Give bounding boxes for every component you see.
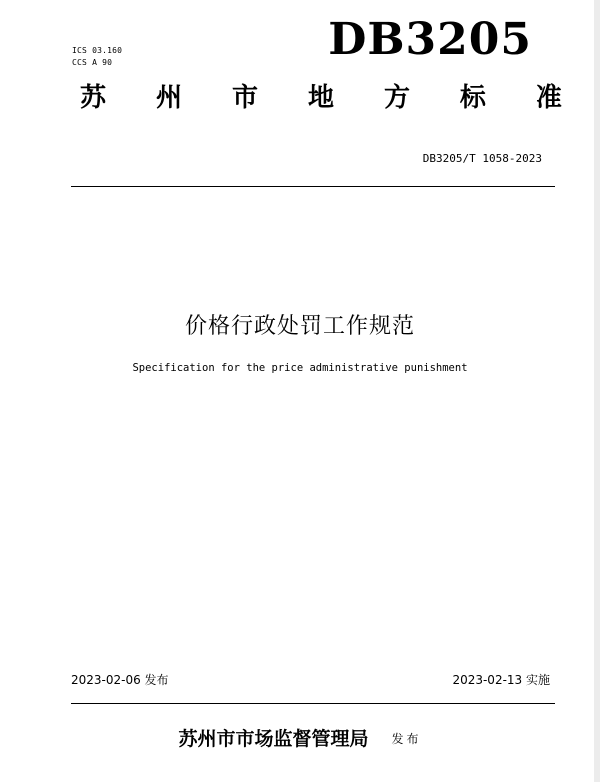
- document-title-chinese: 价格行政处罚工作规范: [184, 314, 415, 339]
- classification-codes: [72, 45, 122, 69]
- issuer-line: [0, 726, 600, 752]
- bottom-divider: [71, 703, 555, 704]
- standard-name-char: 苏: [80, 83, 107, 113]
- document-title-english: Specification for the price administrative punishment: [132, 362, 468, 374]
- issuing-authority: 苏州市市场监督管理局: [178, 728, 369, 750]
- page-edge: [594, 0, 600, 782]
- standard-number: DB3205/T 1058-2023: [422, 152, 542, 165]
- standard-name-char: 地: [307, 83, 334, 113]
- top-divider: [71, 186, 555, 187]
- standard-type-name: [80, 80, 562, 116]
- issue-label: 发布: [391, 732, 422, 746]
- standard-name-char: 准: [535, 83, 562, 113]
- standard-name-char: 州: [155, 83, 182, 113]
- standard-code: DB3205: [328, 14, 532, 65]
- standard-name-char: 方: [383, 83, 410, 113]
- ccs-code: CCS A 90: [72, 58, 113, 67]
- standard-name-char: 标: [459, 83, 486, 113]
- ics-code: ICS 03.160: [72, 46, 123, 55]
- standard-name-char: 市: [231, 83, 258, 113]
- effective-date: 2023-02-13 实施: [452, 673, 550, 687]
- release-date: 2023-02-06 发布: [71, 673, 169, 687]
